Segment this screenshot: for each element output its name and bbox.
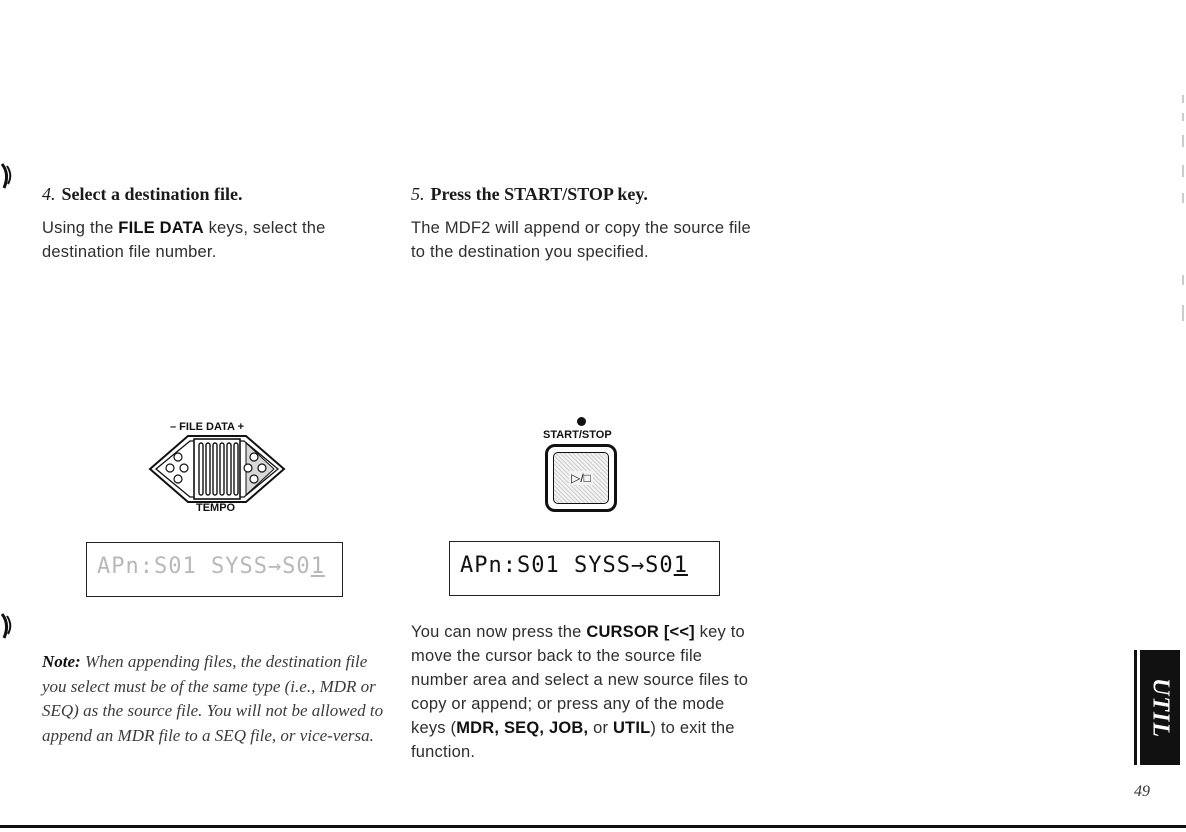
step5-heading — [411, 184, 648, 205]
lcd-after-text — [460, 553, 688, 578]
cursor-para-t4: ) to exit the function. — [411, 719, 735, 761]
cursor-para-k1: CURSOR [<<] — [586, 623, 695, 641]
step4-title: Select a destination file. — [61, 184, 243, 204]
lcd-before-main: APn:S01 SYSS→S0 — [97, 554, 311, 579]
binding-mark-top — [0, 162, 14, 190]
lcd-before-cursor: 1 — [310, 554, 325, 579]
step4-heading — [42, 184, 242, 205]
file-data-label: – FILE DATA + — [170, 421, 245, 433]
lcd-after-cursor: 1 — [673, 553, 688, 578]
step4-body-key: FILE DATA — [118, 219, 204, 237]
section-tab-util: UTIL — [1140, 650, 1180, 765]
start-stop-button-face — [553, 452, 609, 504]
step4-body — [42, 216, 387, 264]
note-label: Note: — [42, 652, 81, 671]
cursor-para-t1: You can now press the — [411, 623, 587, 641]
note-body: When appending files, the destination file you select must be of the same type (i.e., MDR or SEQ) as the source file. You will not be allowed to append an MDR file to a SEQ file, or vice-versa. — [42, 652, 384, 745]
step5-body: The MDF2 will append or copy the source file to the destination you specified. — [411, 219, 751, 261]
start-stop-button — [545, 444, 617, 512]
tempo-label: TEMPO — [196, 502, 236, 514]
edge-tick-marks — [1182, 95, 1184, 325]
lcd-display-before — [86, 542, 343, 597]
cursor-para-t2: key to move the cursor back to the source file number area and select a new source files to copy or append; or press any of the mode keys ( — [411, 623, 749, 737]
cursor-paragraph — [411, 620, 756, 764]
step4-body-pre: Using the — [42, 219, 119, 237]
cursor-para-t3: or — [588, 719, 613, 737]
page-number: 49 — [1134, 783, 1150, 800]
step5-title: Press the START/STOP key. — [430, 184, 648, 204]
cursor-para-k3: UTIL — [612, 719, 651, 737]
tab-rule — [1134, 650, 1137, 765]
lcd-after-main: APn:S01 SYSS→S0 — [460, 553, 674, 578]
lcd-before-text — [97, 554, 325, 579]
led-indicator-icon — [577, 417, 586, 426]
file-data-keys-illustration — [148, 433, 286, 505]
bottom-rule — [0, 825, 1186, 828]
cursor-para-k2: MDR, SEQ, JOB, — [456, 719, 589, 737]
binding-mark-bottom — [0, 612, 14, 640]
step4-number: 4. — [42, 184, 56, 204]
note-paragraph — [42, 650, 387, 748]
lcd-display-after — [449, 541, 720, 596]
start-stop-label: START/STOP — [543, 429, 612, 441]
play-stop-icon: ▷/□ — [571, 471, 591, 485]
step4-body-post: keys, select the destination file number. — [42, 219, 326, 261]
step5-number: 5. — [411, 184, 425, 204]
